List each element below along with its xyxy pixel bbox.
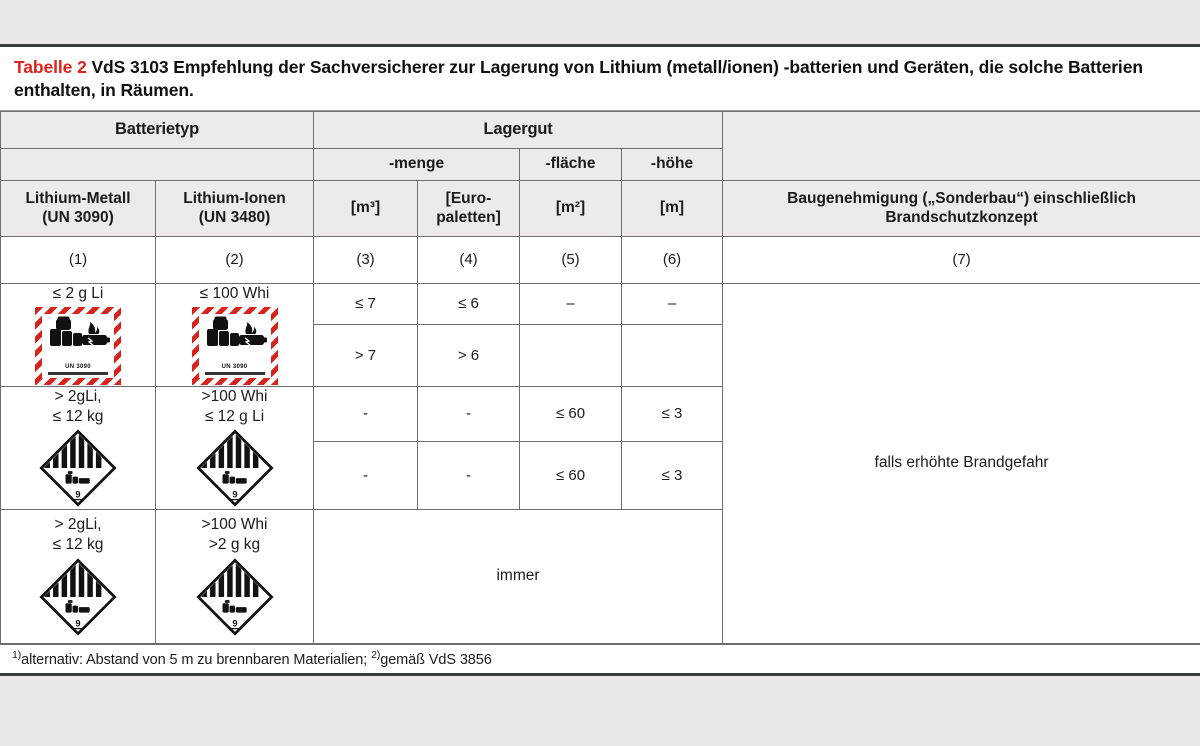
header-lithium-ionen-line1: Lithium-Ionen bbox=[183, 189, 286, 207]
header-batterietyp: Batterietyp bbox=[1, 111, 314, 148]
class-9-hazard-diamond-icon bbox=[196, 558, 274, 636]
cell-baugenehmigung-note: falls erhöhte Brandgefahr bbox=[723, 283, 1200, 643]
battery-metal-limit-3-line1: > 2gLi, bbox=[54, 516, 102, 534]
cell-hoehe: ≤ 3 bbox=[622, 441, 723, 509]
cell-immer: immer bbox=[314, 509, 723, 643]
battery-metal-limit-2-line1: > 2gLi, bbox=[54, 387, 102, 405]
header-empty-metal bbox=[1, 148, 156, 180]
un-number-label-1: UN 3090 bbox=[65, 363, 91, 370]
header-spacer bbox=[723, 111, 1200, 180]
footnote-marker-1: 1) bbox=[12, 648, 22, 661]
cell-menge-m3: > 7 bbox=[314, 324, 418, 386]
header-unit-europaletten bbox=[418, 180, 520, 236]
header-lithium-metall-line2: (UN 3090) bbox=[42, 209, 114, 227]
cell-menge-paletten: - bbox=[418, 386, 520, 441]
column-number-7: (7) bbox=[723, 236, 1200, 283]
column-number-4: (4) bbox=[418, 236, 520, 283]
header-flaeche: -fläche bbox=[520, 148, 622, 180]
cell-menge-m3: ≤ 7 bbox=[314, 283, 418, 324]
table-caption-text: VdS 3103 Empfehlung der Sachversicherer zur Lagerung von Lithium (metall/ionen) -batterien und Geräten, die solche Batterien enthalten, in Räumen. bbox=[14, 57, 1143, 101]
battery-metal-limit-1: ≤ 2 g Li bbox=[52, 284, 104, 302]
header-unit-europaletten-line1: [Euro- bbox=[445, 189, 492, 207]
header-hoehe: -höhe bbox=[622, 148, 723, 180]
header-lagergut: Lagergut bbox=[314, 111, 723, 148]
svg-text:9: 9 bbox=[75, 618, 81, 629]
table-header-unit-row bbox=[1, 180, 1200, 236]
column-number-6: (6) bbox=[622, 236, 723, 283]
header-lithium-ionen-line2: (UN 3480) bbox=[198, 209, 271, 227]
table-container bbox=[0, 44, 1200, 676]
cell-menge-m3: - bbox=[314, 386, 418, 441]
class-9-hazard-diamond-icon bbox=[39, 558, 117, 636]
cell-flaeche: – bbox=[520, 283, 622, 324]
cell-battery-metal-3 bbox=[1, 509, 156, 643]
column-number-3: (3) bbox=[314, 236, 418, 283]
cell-flaeche bbox=[520, 324, 622, 386]
footnote-marker-2: 2) bbox=[371, 648, 381, 661]
un-label-contact-line bbox=[205, 372, 265, 375]
header-baugenehmigung bbox=[723, 180, 1200, 236]
footnote-text-1: alternativ: Abstand von 5 m zu brennbaren Materialien; bbox=[21, 651, 372, 668]
battery-metal-limit-2-line2: ≤ 12 kg bbox=[52, 407, 104, 425]
header-baugenehmigung-line1: Baugenehmigung („Sonderbau“) einschließlich bbox=[787, 189, 1136, 207]
header-unit-europaletten-line2: paletten] bbox=[436, 209, 501, 227]
header-unit-m3: [m³] bbox=[314, 180, 418, 236]
header-unit-m: [m] bbox=[622, 180, 723, 236]
battery-ion-limit-2-line2: ≤ 12 g Li bbox=[204, 407, 265, 425]
svg-text:9: 9 bbox=[231, 489, 238, 500]
header-unit-m2: [m²] bbox=[520, 180, 622, 236]
cell-menge-m3: - bbox=[314, 441, 418, 509]
battery-ion-limit-3-line2: >2 g kg bbox=[208, 536, 261, 554]
battery-ion-limit-2-line1: >100 Whi bbox=[201, 387, 268, 405]
un-label-contact-line bbox=[48, 372, 108, 375]
cell-menge-paletten: > 6 bbox=[418, 324, 520, 386]
table-footnote bbox=[0, 644, 1200, 673]
cell-flaeche: ≤ 60 bbox=[520, 386, 622, 441]
column-number-1: (1) bbox=[1, 236, 156, 283]
table-caption bbox=[0, 47, 1200, 111]
table-caption-tag: Tabelle 2 bbox=[14, 57, 87, 77]
cell-hoehe bbox=[622, 324, 723, 386]
cell-battery-metal-2 bbox=[1, 386, 156, 509]
cell-battery-ion-1 bbox=[156, 283, 314, 386]
lithium-battery-un-label-icon bbox=[192, 307, 278, 385]
header-empty-ion bbox=[156, 148, 314, 180]
header-baugenehmigung-line2: Brandschutzkonzept bbox=[885, 209, 1038, 227]
storage-requirements-table bbox=[0, 111, 1200, 644]
battery-ion-limit-1: ≤ 100 Whi bbox=[199, 284, 270, 302]
cell-battery-metal-1 bbox=[1, 283, 156, 386]
battery-metal-limit-3-line2: ≤ 12 kg bbox=[52, 536, 104, 554]
cell-menge-paletten: ≤ 6 bbox=[418, 283, 520, 324]
svg-text:9: 9 bbox=[231, 618, 238, 629]
lithium-battery-un-label-icon bbox=[35, 307, 121, 385]
cell-hoehe: ≤ 3 bbox=[622, 386, 723, 441]
class-9-hazard-diamond-icon bbox=[39, 429, 117, 507]
footnote-text-2: gemäß VdS 3856 bbox=[380, 651, 492, 668]
class-9-hazard-diamond-icon bbox=[196, 429, 274, 507]
column-number-5: (5) bbox=[520, 236, 622, 283]
cell-flaeche: ≤ 60 bbox=[520, 441, 622, 509]
table-header-group-row bbox=[1, 111, 1200, 148]
battery-cells-flame-icon bbox=[42, 314, 114, 352]
battery-cells-flame-icon bbox=[199, 314, 271, 352]
cell-menge-paletten: - bbox=[418, 441, 520, 509]
cell-hoehe: – bbox=[622, 283, 723, 324]
svg-text:9: 9 bbox=[75, 489, 81, 500]
table-column-numbering-row bbox=[1, 236, 1200, 283]
cell-battery-ion-2 bbox=[156, 386, 314, 509]
table-row bbox=[1, 283, 1200, 324]
header-lithium-metall-line1: Lithium-Metall bbox=[25, 189, 131, 207]
header-lithium-ionen bbox=[156, 180, 314, 236]
un-number-label-2: UN 3090 bbox=[221, 363, 248, 370]
battery-ion-limit-3-line1: >100 Whi bbox=[201, 516, 268, 534]
header-lithium-metall bbox=[1, 180, 156, 236]
header-menge: -menge bbox=[314, 148, 520, 180]
cell-battery-ion-3 bbox=[156, 509, 314, 643]
column-number-2: (2) bbox=[156, 236, 314, 283]
